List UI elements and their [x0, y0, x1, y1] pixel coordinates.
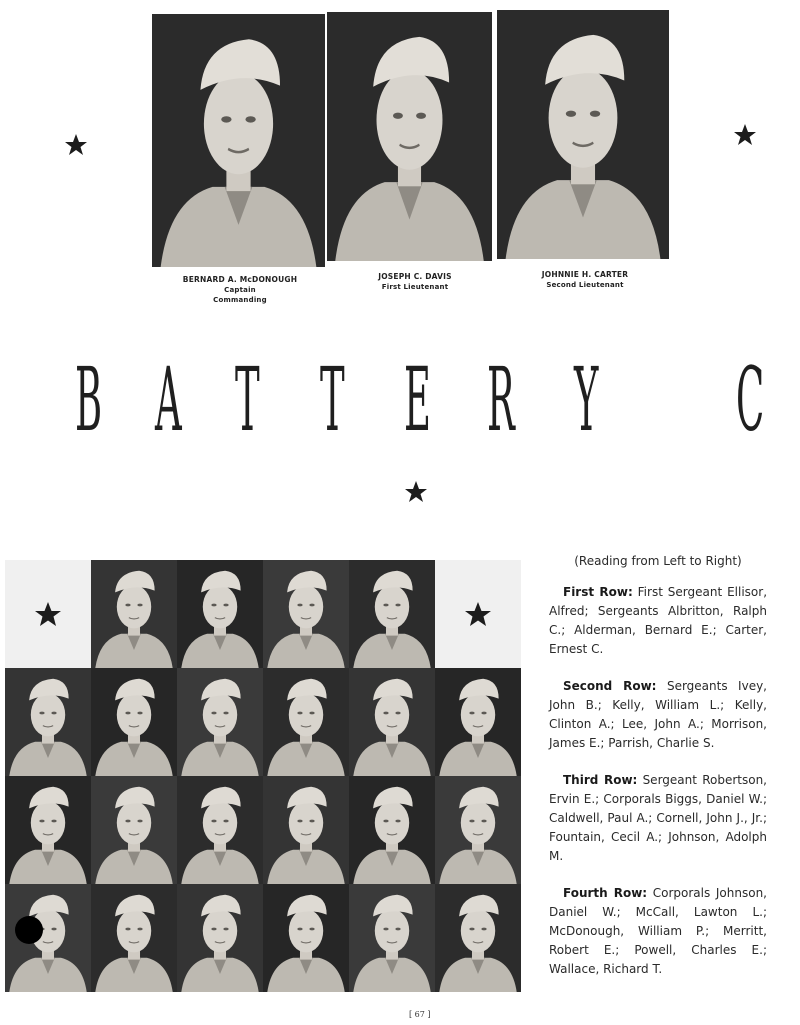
- title-letter: T: [235, 348, 260, 451]
- soldier-photo: [435, 884, 521, 992]
- roster-row: [549, 771, 767, 866]
- officer-rank: Second Lieutenant: [546, 281, 624, 289]
- star-icon: [5, 560, 91, 668]
- soldier-photo: [91, 776, 177, 884]
- soldier-photo: [177, 884, 263, 992]
- title-letter: A: [155, 348, 182, 451]
- roster-row: [549, 884, 767, 979]
- page-number: [ 67 ]: [409, 1010, 431, 1019]
- soldier-photo: [349, 776, 435, 884]
- officer-role: Commanding: [213, 296, 267, 304]
- roster-row: [549, 583, 767, 659]
- soldier-photo: [263, 884, 349, 992]
- title-letter: E: [404, 348, 431, 451]
- punch-hole: [15, 916, 43, 944]
- soldier-photo: [349, 560, 435, 668]
- soldier-photo: [5, 668, 91, 776]
- row-label: Fourth Row:: [563, 886, 648, 900]
- roster-row: [549, 677, 767, 753]
- soldier-photo: [91, 668, 177, 776]
- title-letter: T: [320, 348, 345, 451]
- officer-caption: [505, 270, 665, 290]
- row-label: Second Row:: [563, 679, 657, 693]
- star-icon: [64, 133, 88, 157]
- officer-caption: [340, 272, 490, 292]
- title-letter: B: [75, 348, 103, 451]
- row-names: Corporals Johnson, Daniel W.; McCall, Lawton L.; McDonough, William P.; Merritt, Robert E.; Powell, Charles E.; Wallace, Richard T.: [549, 886, 767, 976]
- officer-name: JOHNNIE H. CARTER: [541, 270, 629, 279]
- soldier-photo: [263, 776, 349, 884]
- title-letter: Y: [574, 348, 599, 451]
- officer-name: JOSEPH C. DAVIS: [378, 272, 452, 281]
- row-names: Sergeants Ivey, John B.; Kelly, William L.; Kelly, Clinton A.; Lee, John A.; Morrison, James E.; Parrish, Charlie S.: [549, 679, 767, 750]
- star-icon: [404, 480, 428, 504]
- row-names: Sergeant Robertson, Ervin E.; Corporals Biggs, Daniel W.; Caldwell, Paul A.; Cornell, John J., Jr.; Fountain, Cecil A.; Johnson, Adolph M.: [549, 773, 767, 863]
- row-names: First Sergeant Ellisor, Alfred; Sergeants Albritton, Ralph C.; Alderman, Bernard E.; Carter, Ernest C.: [549, 585, 768, 656]
- officer-photo: [152, 14, 325, 267]
- roster: [549, 552, 767, 997]
- officer-rank: First Lieutenant: [381, 283, 449, 291]
- officer-rank: Captain: [224, 286, 256, 294]
- soldier-photo: [177, 560, 263, 668]
- reading-note: (Reading from Left to Right): [574, 554, 742, 568]
- soldier-photo: [91, 560, 177, 668]
- officer-photo: [497, 10, 669, 259]
- soldier-photo: [349, 668, 435, 776]
- soldier-photo: [91, 884, 177, 992]
- officer-caption: [160, 275, 320, 305]
- soldier-photo: [263, 668, 349, 776]
- officer-photo: [327, 12, 492, 261]
- soldier-photo: [349, 884, 435, 992]
- soldier-photo: [263, 560, 349, 668]
- soldier-photo: [177, 668, 263, 776]
- star-icon: [733, 123, 757, 147]
- title-letter: C: [736, 348, 765, 451]
- soldier-photo: [435, 776, 521, 884]
- soldier-photo: [435, 668, 521, 776]
- soldier-photo: [5, 776, 91, 884]
- title-letter: R: [487, 348, 515, 451]
- row-label: First Row:: [563, 585, 633, 599]
- row-label: Third Row:: [563, 773, 638, 787]
- star-icon: [435, 560, 521, 668]
- officer-name: BERNARD A. McDONOUGH: [182, 275, 298, 284]
- soldier-photo: [177, 776, 263, 884]
